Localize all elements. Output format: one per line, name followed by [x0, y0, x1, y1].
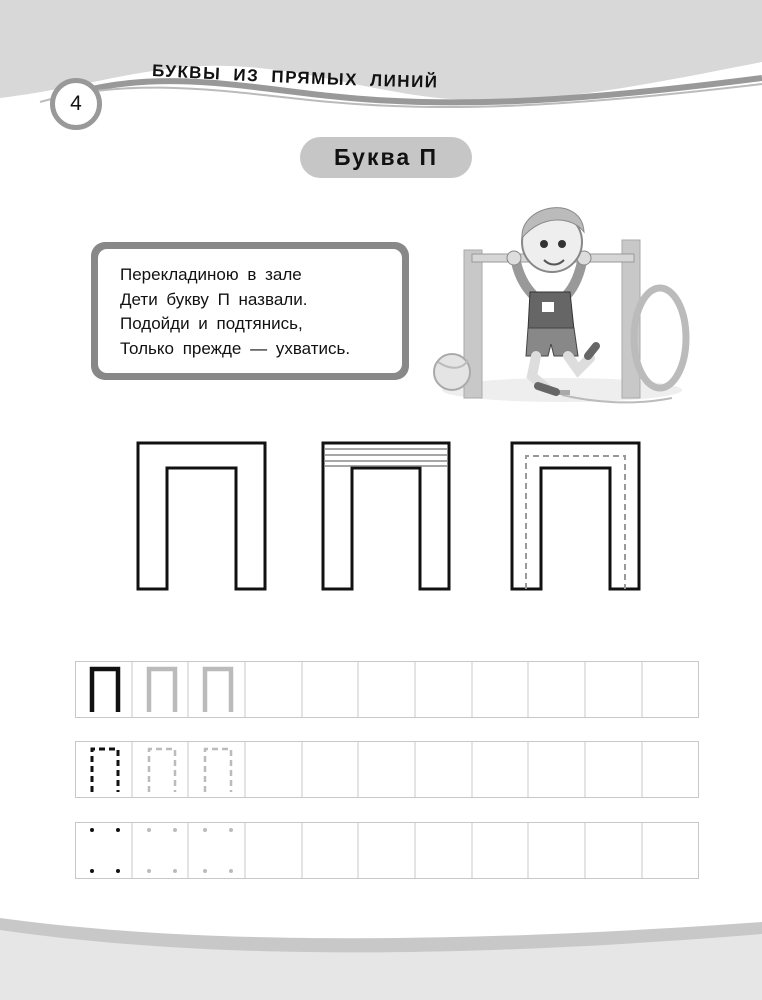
boy-on-horizontal-bar-illustration — [432, 180, 702, 410]
poem-line-1: Перекладиною в зале — [120, 265, 302, 284]
section-title — [150, 58, 470, 98]
poem-inner — [98, 249, 402, 373]
section-title-svg — [150, 58, 470, 98]
page-number: 4 — [50, 78, 102, 130]
exercise-row-dots — [75, 822, 699, 879]
poem-line-4: Только прежде — ухватись. — [120, 338, 351, 358]
poem-line-3: Подойди и подтянись, — [120, 314, 303, 333]
svg-text:БУКВЫ ИЗ ПРЯМЫХ ЛИНИЙ — [152, 61, 439, 91]
poem-box — [91, 242, 409, 380]
section-title-text: БУКВЫ ИЗ ПРЯМЫХ ЛИНИЙ — [151, 61, 439, 92]
letter-title: Буква П — [300, 137, 472, 178]
exercise-row-dashed — [75, 741, 699, 798]
poem-line-2: Дети букву П назвали. — [120, 289, 308, 309]
exercise-row-solid — [75, 661, 699, 718]
